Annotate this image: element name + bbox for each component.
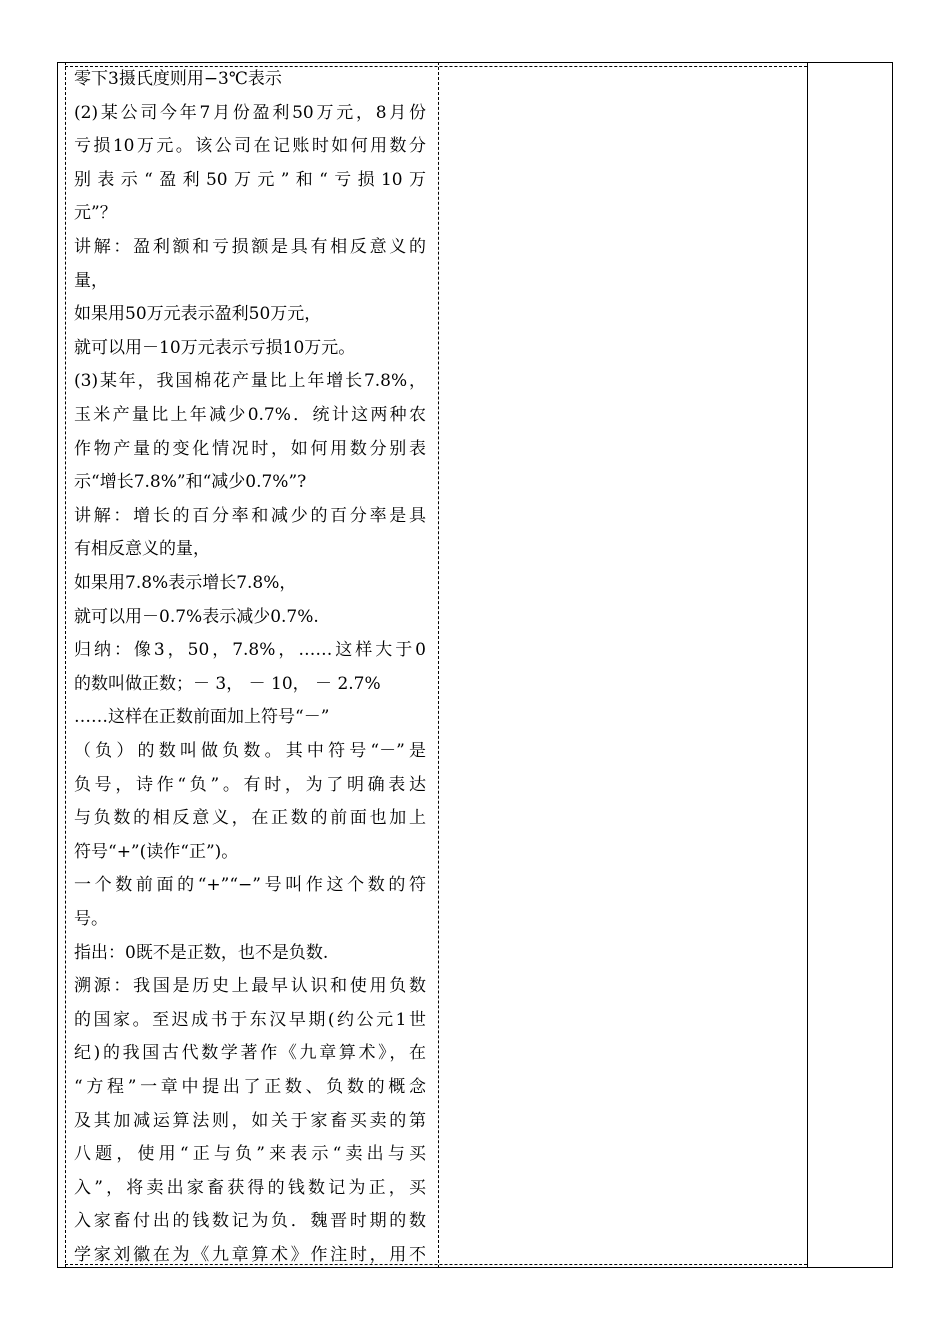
text-line: (3)某年，我国棉花产量比上年增长7.8%， bbox=[74, 371, 426, 392]
text-line: 的数叫做正数；－ 3， － 10， － 2.7% bbox=[74, 673, 381, 694]
text-line: 归纳：像3，50，7.8%，……这样大于0 bbox=[74, 640, 426, 661]
text-line: 元”？ bbox=[74, 203, 117, 224]
text-line: 玉米产量比上年减少0.7%．统计这两种农 bbox=[74, 405, 426, 425]
text-line: 符号“+”(读作“正”)。 bbox=[74, 841, 239, 862]
text-line: 有相反意义的量， bbox=[74, 539, 210, 560]
text-line: 纪)的我国古代数学著作《九章算术》，在 bbox=[74, 1043, 426, 1064]
text-line: 讲解：增长的百分率和减少的百分率是具 bbox=[74, 505, 426, 526]
text-line: 如果用50万元表示盈利50万元， bbox=[74, 304, 322, 325]
text-line: 一个数前面的“+”“−”号叫作这个数的符 bbox=[74, 875, 426, 896]
text-line: （负）的数叫做负数。其中符号“－”是 bbox=[74, 741, 426, 761]
text-line: 负号，诗作“负”。有时，为了明确表达 bbox=[74, 774, 426, 795]
text-line: 量， bbox=[74, 270, 108, 291]
text-line: 就可以用－0.7%表示减少0.7%. bbox=[74, 606, 319, 627]
text-line: 讲解：盈利额和亏损额是具有相反意义的 bbox=[74, 237, 426, 257]
text-line: (2)某公司今年7月份盈利50万元，8月份 bbox=[74, 102, 426, 123]
text-line: 八题，使用“正与负”来表示“卖出与买 bbox=[74, 1144, 426, 1165]
left-cell-inner-border bbox=[65, 62, 66, 1268]
text-line: 学家刘徽在为《九章算术》作注时，用不 bbox=[74, 1245, 426, 1265]
text-line: 入”，将卖出家畜获得的钱数记为正，买 bbox=[74, 1177, 426, 1198]
text-line: 的国家。至迟成书于东汉早期(约公元1世 bbox=[74, 1009, 426, 1030]
text-line: 别表示“盈利50万元”和“亏损10万 bbox=[74, 169, 426, 190]
text-line: 溯源：我国是历史上最早认识和使用负数 bbox=[74, 976, 426, 997]
text-line: 与负数的相反意义，在正数的前面也加上 bbox=[74, 808, 426, 829]
notes-column-divider bbox=[807, 62, 808, 1268]
text-line: 如果用7.8%表示增长7.8%， bbox=[74, 573, 297, 593]
text-line: 号。 bbox=[74, 909, 108, 929]
text-line: ……这样在正数前面加上符号“－” bbox=[74, 707, 330, 728]
text-line: 指出：0既不是正数，也不是负数. bbox=[74, 942, 329, 963]
text-line: 示“增长7.8%”和“减少0.7%”? bbox=[74, 472, 307, 493]
text-line: “方程”一章中提出了正数、负数的概念 bbox=[74, 1077, 426, 1097]
text-line: 作物产量的变化情况时，如何用数分别表 bbox=[74, 438, 426, 459]
text-line: 零下3摄氏度则用−3℃表示 bbox=[74, 69, 282, 89]
lesson-content-cell bbox=[74, 62, 436, 1268]
text-line: 及其加减运算法则，如关于家畜买卖的第 bbox=[74, 1110, 426, 1131]
text-line: 亏损10万元。该公司在记账时如何用数分 bbox=[74, 136, 426, 157]
text-line: 入家畜付出的钱数记为负．魏晋时期的数 bbox=[74, 1211, 426, 1232]
content-column-divider bbox=[438, 62, 439, 1268]
text-line: 就可以用－10万元表示亏损10万元。 bbox=[74, 337, 356, 358]
